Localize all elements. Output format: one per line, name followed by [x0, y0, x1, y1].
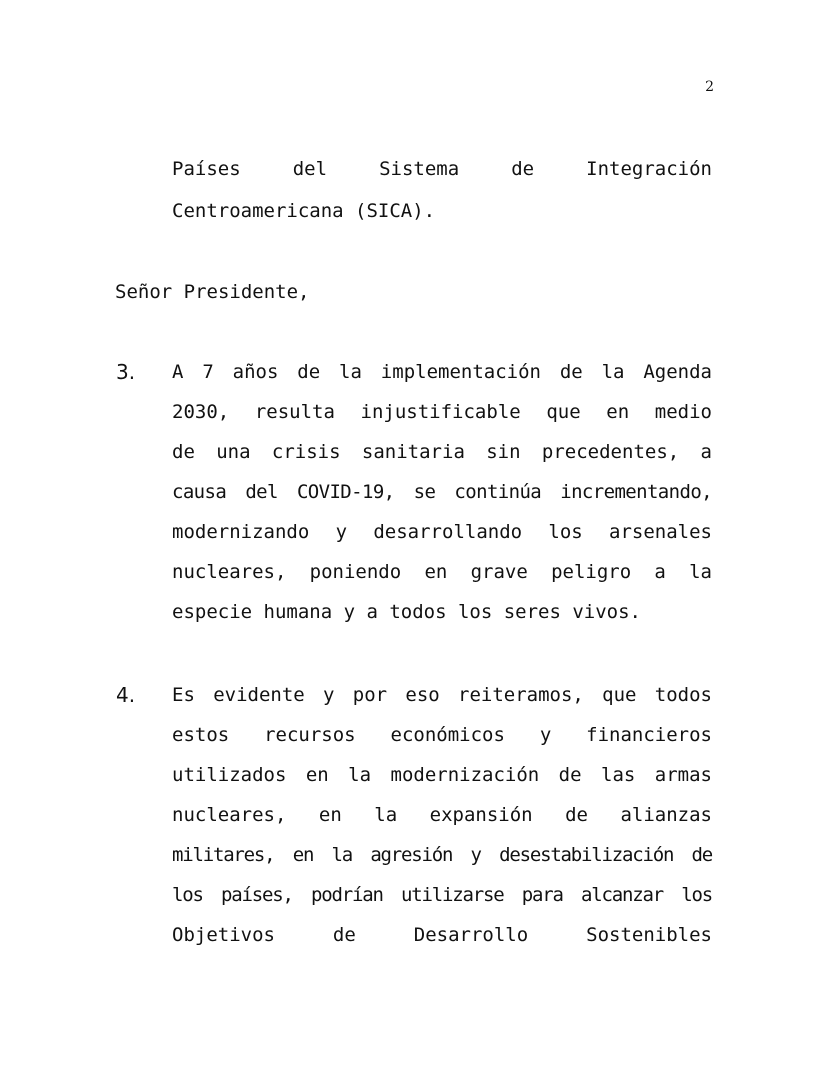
paragraph-line: estos recursos económicos y financieros	[172, 724, 712, 746]
paragraph-line: Es evidente y por eso reiteramos, que todos	[172, 684, 712, 706]
paragraph-line: nucleares, poniendo en grave peligro a la	[172, 561, 712, 583]
salutation: Señor Presidente,	[115, 281, 310, 303]
paragraph-line: de una crisis sanitaria sin precedentes, a	[172, 441, 712, 463]
continuation-line: Países del Sistema de Integración	[172, 158, 712, 180]
paragraph-line: causa del COVID-19, se continúa incrementando,	[172, 481, 712, 503]
paragraph-line: Objetivos de Desarrollo Sostenibles	[172, 924, 712, 946]
paragraph-line: 2030, resulta injustificable que en medio	[172, 401, 712, 423]
paragraph-number: 4.	[116, 683, 136, 707]
continuation-line: Centroamericana (SICA).	[172, 200, 436, 222]
paragraph-number: 3.	[116, 360, 136, 384]
paragraph-line: nucleares, en la expansión de alianzas	[172, 804, 712, 826]
paragraph-line: A 7 años de la implementación de la Agenda	[172, 361, 712, 383]
paragraph-line: los países, podrían utilizarse para alcanzar los	[172, 884, 712, 906]
paragraph-line: utilizados en la modernización de las armas	[172, 764, 712, 786]
paragraph-line: modernizando y desarrollando los arsenales	[172, 521, 712, 543]
page-number: 2	[705, 79, 714, 95]
paragraph-line: militares, en la agresión y desestabilización de	[172, 844, 712, 866]
paragraph-line: especie humana y a todos los seres vivos.	[172, 601, 641, 623]
